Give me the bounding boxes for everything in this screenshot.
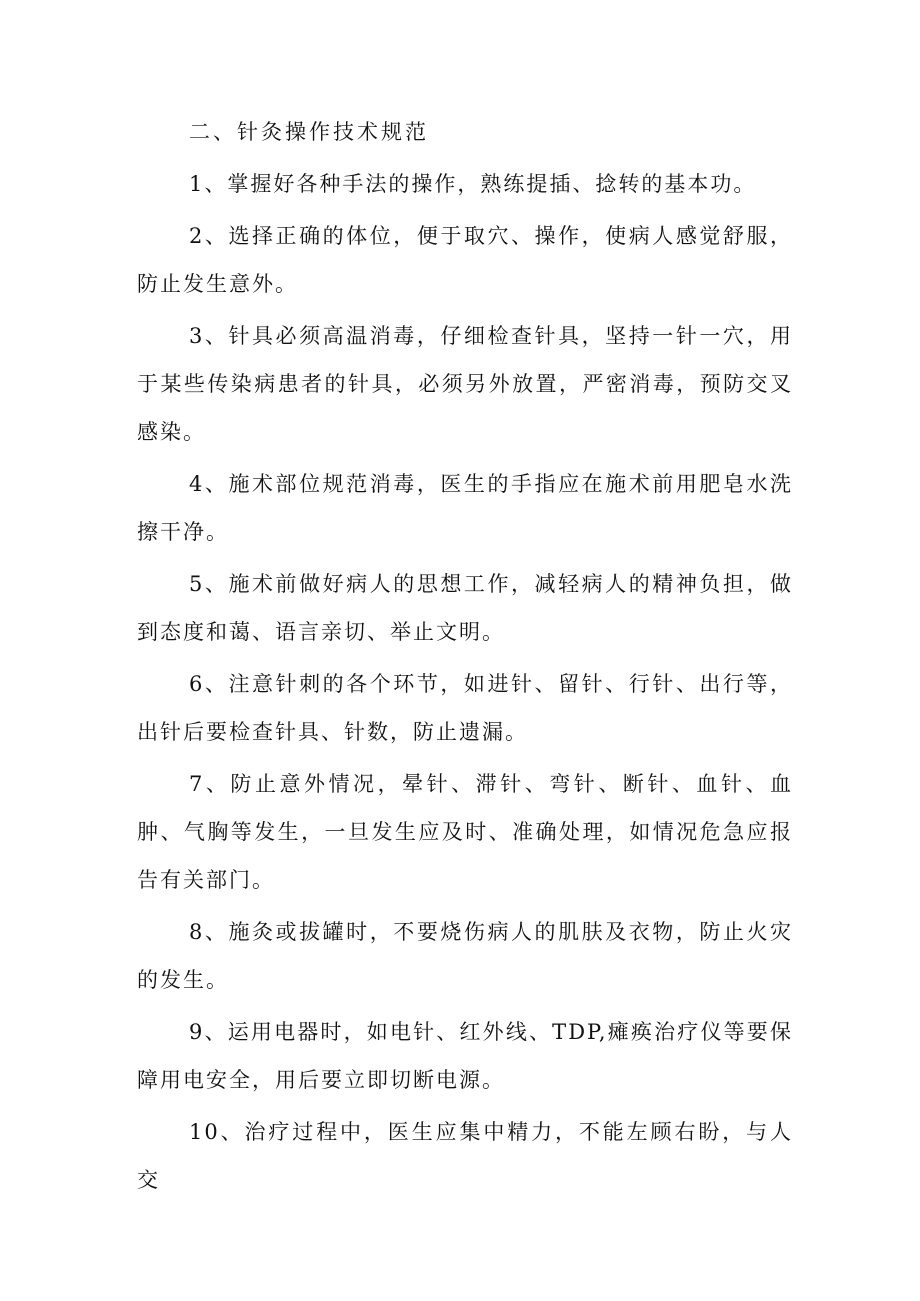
paragraph-3: 3、针具必须高温消毒，仔细检查针具，坚持一针一穴，用于某些传染病患者的针具，必须另外放置，严密消毒，预防交叉感染。 bbox=[137, 324, 793, 444]
paragraph-2: 2、选择正确的体位，便于取穴、操作，使病人感觉舒服，防止发生意外。 bbox=[137, 224, 793, 296]
section-heading: 二、针灸操作技术规范 bbox=[189, 120, 429, 144]
paragraph-1: 1、掌握好各种手法的操作，熟练提插、捻转的基本功。 bbox=[189, 172, 757, 196]
paragraph-7: 7、防止意外情况，晕针、滞针、弯针、断针、血针、血肿、气胸等发生，一旦发生应及时、准确处理，如情况危急应报告有关部门。 bbox=[137, 772, 793, 892]
paragraph-10: 10、治疗过程中，医生应集中精力，不能左顾右盼，与人交 bbox=[137, 1120, 793, 1192]
paragraph-5: 5、施术前做好病人的思想工作，减轻病人的精神负担，做到态度和蔼、语言亲切、举止文明。 bbox=[137, 572, 793, 644]
document-body bbox=[137, 108, 793, 1204]
paragraph-8: 8、施灸或拔罐时，不要烧伤病人的肌肤及衣物，防止火灾的发生。 bbox=[137, 920, 793, 992]
paragraph-9: 9、运用电器时，如电针、红外线、TDP,瘫痪治疗仪等要保障用电安全，用后要立即切断电源。 bbox=[137, 1020, 793, 1092]
paragraph-4: 4、施术部位规范消毒，医生的手指应在施术前用肥皂水洗擦干净。 bbox=[137, 472, 793, 544]
paragraph-6: 6、注意针刺的各个环节，如进针、留针、行针、出行等，出针后要检查针具、针数，防止遗漏。 bbox=[137, 672, 793, 744]
